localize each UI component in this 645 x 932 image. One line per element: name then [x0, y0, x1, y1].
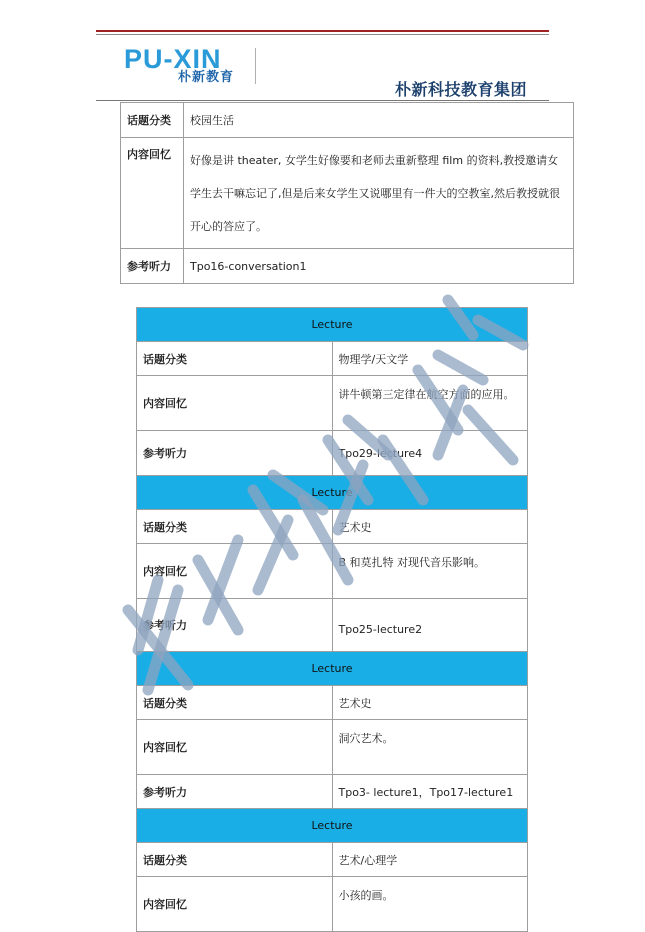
lecture-heading-row: [137, 476, 528, 510]
table-row: [137, 775, 528, 809]
content-value: B 和莫扎特 对现代音乐影响。: [332, 544, 528, 599]
header-rule-gray: [96, 34, 549, 35]
table-row: [121, 138, 574, 249]
company-name: 朴新科技教育集团: [394, 80, 527, 99]
header-bottom-rule: [96, 100, 549, 101]
reference-value: Tpo29-lecture4: [332, 431, 528, 476]
topic-value: 艺术/心理学: [332, 843, 528, 877]
lecture-heading-row: [137, 809, 528, 843]
lecture-heading-row: [137, 652, 528, 686]
content-label: 内容回忆: [137, 877, 333, 932]
topic-value: 物理学/天文学: [332, 342, 528, 376]
table-row: [137, 843, 528, 877]
table-row: [137, 342, 528, 376]
reference-label: 参考听力: [137, 599, 333, 652]
lecture-heading-row: [137, 308, 528, 342]
topic-label: 话题分类: [137, 510, 333, 544]
lecture-heading: Lecture: [137, 652, 528, 686]
table-row: [137, 431, 528, 476]
reference-value: Tpo25-lecture2: [332, 599, 528, 652]
content-value: 小孩的画。: [332, 877, 528, 932]
puxin-logo: [124, 46, 264, 86]
lecture-heading: Lecture: [137, 308, 528, 342]
table-row: [137, 544, 528, 599]
logo-wordmark: PU-XIN: [124, 44, 222, 74]
table-row: [137, 376, 528, 431]
topic-value: 艺术史: [332, 686, 528, 720]
content-label: 内容回忆: [137, 720, 333, 775]
table-row: [137, 599, 528, 652]
content-label: 内容回忆: [137, 544, 333, 599]
conversation-table: [120, 102, 574, 284]
logo-chinese: 朴新教育: [178, 70, 235, 85]
content-label: 内容回忆: [121, 138, 184, 249]
reference-label: 参考听力: [121, 249, 184, 284]
lectures-table: [136, 307, 528, 932]
table-row: [137, 720, 528, 775]
topic-label: 话题分类: [137, 686, 333, 720]
reference-label: 参考听力: [137, 775, 333, 809]
table-row: [137, 877, 528, 932]
reference-value: Tpo16-conversation1: [184, 249, 574, 284]
topic-label: 话题分类: [121, 103, 184, 138]
content-value: 讲牛顿第三定律在航空方面的应用。: [332, 376, 528, 431]
table-row: [137, 686, 528, 720]
topic-label: 话题分类: [137, 342, 333, 376]
topic-value: 艺术史: [332, 510, 528, 544]
content-label: 内容回忆: [137, 376, 333, 431]
table-row: [137, 510, 528, 544]
reference-value: Tpo3- lecture1，Tpo17-lecture1: [332, 775, 528, 809]
lecture-heading: Lecture: [137, 476, 528, 510]
logo-divider: [255, 48, 256, 84]
content-value: 好像是讲 theater, 女学生好像要和老师去重新整理 film 的资料,教授邀请女学生去干嘛忘记了,但是后来女学生又说哪里有一件大的空教室,然后教授就很开心的答应了。: [184, 138, 574, 249]
content-value: 洞穴艺术。: [332, 720, 528, 775]
table-row: [121, 249, 574, 284]
reference-label: 参考听力: [137, 431, 333, 476]
header-rule-red: [96, 30, 549, 32]
topic-label: 话题分类: [137, 843, 333, 877]
topic-value: 校园生活: [184, 103, 574, 138]
lecture-heading: Lecture: [137, 809, 528, 843]
table-row: [121, 103, 574, 138]
